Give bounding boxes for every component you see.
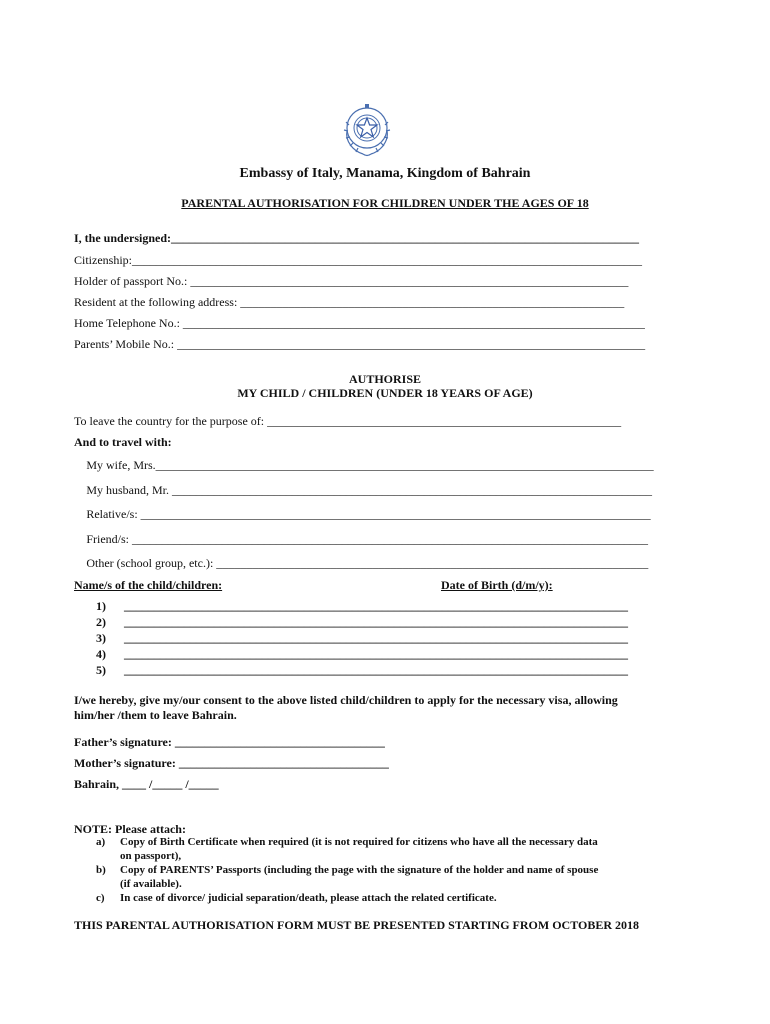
footer-notice: THIS PARENTAL AUTHORISATION FORM MUST BE PRESENTED STARTING FROM OCTOBER 2018 (74, 918, 640, 932)
child-row-number: 2) (96, 615, 106, 629)
mobile-field[interactable]: Parents’ Mobile No.: ______________________________________________________________________________ (74, 337, 646, 351)
child-row[interactable] (96, 631, 628, 646)
note-item-text: In case of divorce/ judicial separation/death, please attach the related certificate. (120, 892, 497, 904)
note-item-text: Copy of Birth Certificate when required (it is not required for citizens who have all the necessary data (120, 836, 598, 848)
child-row-number: 4) (96, 647, 106, 661)
child-row-number: 3) (96, 631, 106, 645)
travel-option-friend[interactable]: Friend/s: ______________________________________________________________________________________ (74, 532, 636, 546)
passport-field[interactable]: Holder of passport No.: _________________________________________________________________________ (74, 274, 629, 288)
purpose-field[interactable]: To leave the country for the purpose of: ___________________________________________________________ (74, 414, 622, 428)
child-row[interactable] (96, 647, 628, 662)
child-row[interactable] (96, 599, 628, 614)
child-row-line[interactable]: ____________________________________________________________________________________ (124, 647, 628, 661)
father-signature-field[interactable]: Father’s signature: ___________________________________ (74, 735, 385, 749)
embassy-heading: Embassy of Italy, Manama, Kingdom of Bahrain (239, 166, 531, 181)
note-item-label: c) (96, 892, 105, 904)
italian-emblem-icon (339, 101, 395, 159)
travel-option-husband[interactable]: My husband, Mr. ________________________________________________________________________________ (74, 483, 640, 497)
note-heading: NOTE: Please attach: (74, 822, 186, 836)
note-item-text: (if available). (120, 878, 182, 890)
child-row-line[interactable]: ____________________________________________________________________________________ (124, 663, 628, 677)
child-row-line[interactable]: ____________________________________________________________________________________ (124, 599, 628, 613)
date-of-birth-label: Date of Birth (d/m/y): (441, 578, 553, 592)
undersigned-field[interactable]: I, the undersigned:______________________________________________________________________________ (74, 231, 640, 245)
child-row-number: 1) (96, 599, 106, 613)
travel-option-other[interactable]: Other (school group, etc.): ________________________________________________________________________ (74, 556, 636, 570)
child-names-label: Name/s of the child/children: (74, 578, 223, 592)
travel-option-relative[interactable]: Relative/s: _____________________________________________________________________________________ (74, 507, 639, 521)
mother-signature-field[interactable]: Mother’s signature: ___________________________________ (74, 756, 389, 770)
travel-option-wife[interactable]: My wife, Mrs.___________________________________________________________________________________ (74, 458, 642, 472)
child-row-line[interactable]: ____________________________________________________________________________________ (124, 631, 628, 645)
citizenship-field[interactable]: Citizenship:_____________________________________________________________________________________ (74, 253, 642, 267)
consent-text-line2: him/her /them to leave Bahrain. (74, 708, 237, 722)
authorise-heading: AUTHORISE (348, 372, 422, 386)
note-item-label: b) (96, 864, 106, 876)
home-telephone-field[interactable]: Home Telephone No.: _____________________________________________________________________________ (74, 316, 645, 330)
note-item-text: Copy of PARENTS’ Passports (including the page with the signature of the holder and name of spouse (120, 864, 599, 876)
child-row-number: 5) (96, 663, 106, 677)
form-title: PARENTAL AUTHORISATION FOR CHILDREN UNDER THE AGES OF 18 (181, 196, 589, 210)
travel-with-label: And to travel with: (74, 435, 172, 449)
note-item-text: on passport), (120, 850, 182, 862)
note-item-label: a) (96, 836, 106, 848)
child-row[interactable] (96, 663, 628, 678)
consent-text-line1: I/we hereby, give my/our consent to the above listed child/children to apply for the necessary visa, allowing (74, 693, 618, 707)
address-field[interactable]: Resident at the following address: ________________________________________________________________ (74, 295, 625, 309)
child-row-line[interactable]: ____________________________________________________________________________________ (124, 615, 628, 629)
authorise-subheading: MY CHILD / CHILDREN (UNDER 18 YEARS OF AGE) (237, 386, 533, 400)
child-row[interactable] (96, 615, 628, 630)
date-field[interactable]: Bahrain, ____ /_____ /_____ (74, 777, 219, 791)
